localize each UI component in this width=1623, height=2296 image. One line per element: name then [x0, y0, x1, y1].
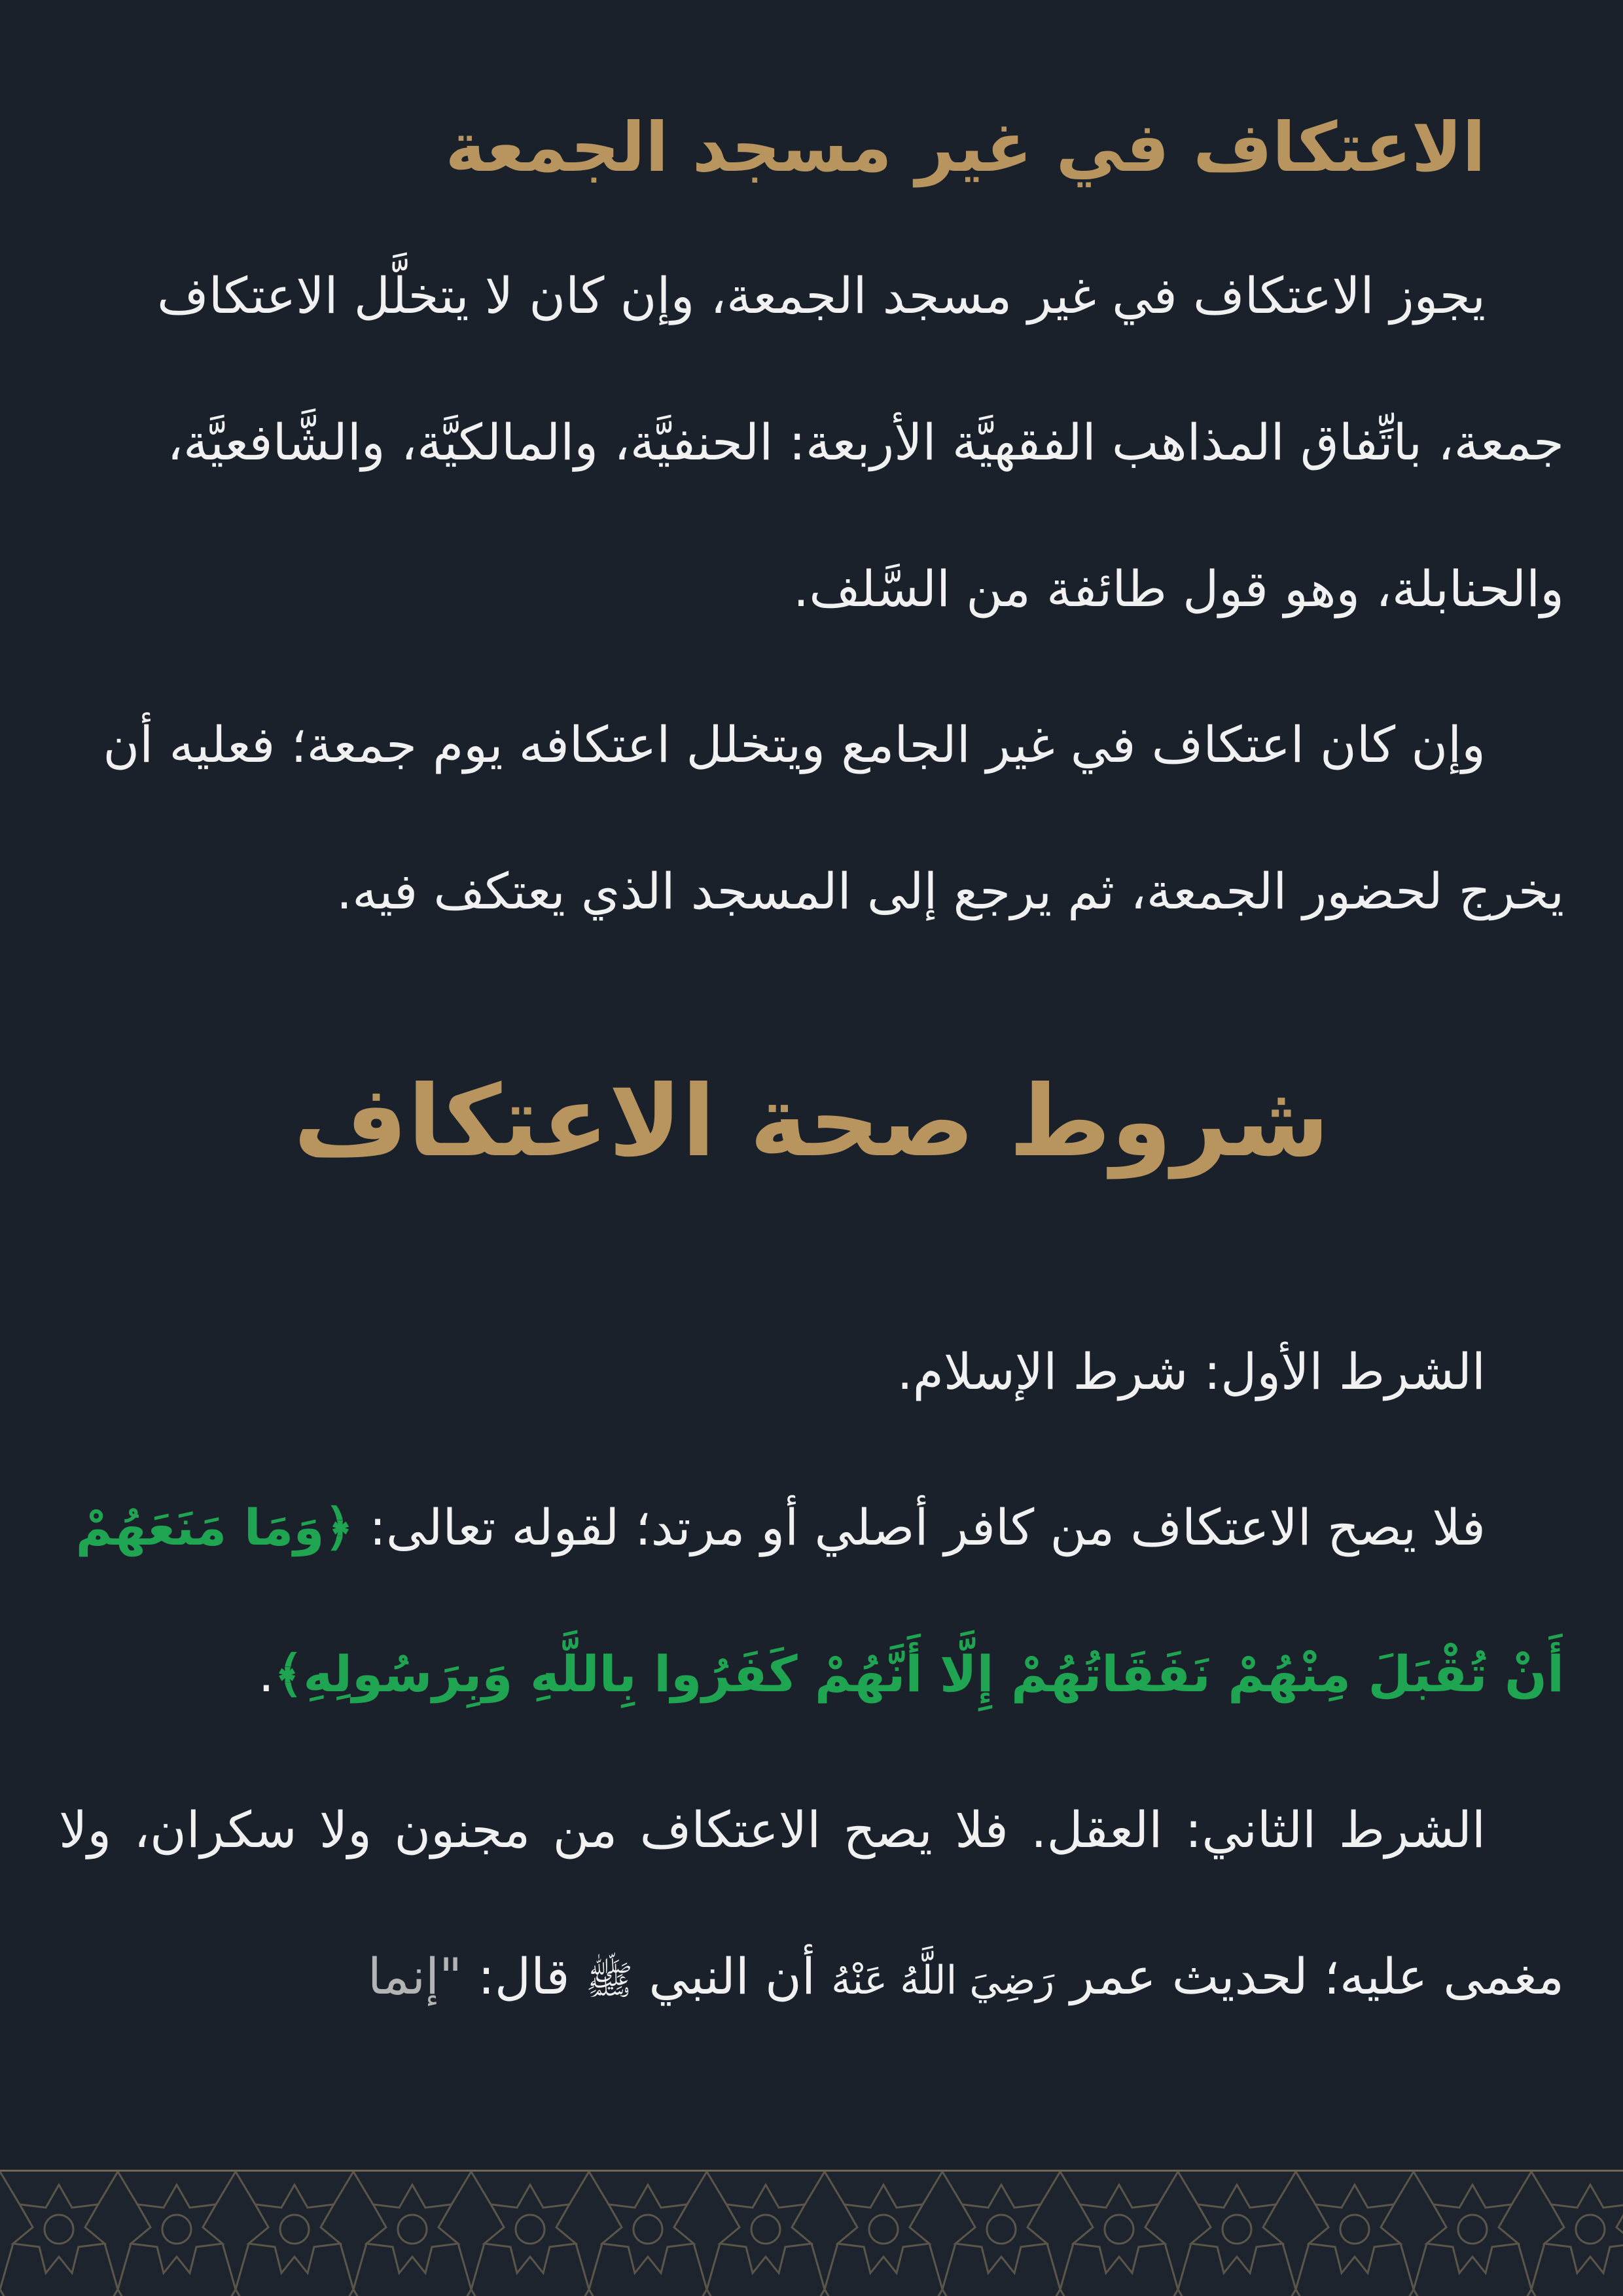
- paragraph-4: [59, 1757, 1564, 2054]
- paragraph-4-mid: أن النبي: [633, 1947, 832, 2005]
- paragraph-1: يجوز الاعتكاف في غير مسجد الجمعة، وإن كان لا يتخلَّل الاعتكاف جمعة، باتِّفاق المذاهب الفقهيَّة الأربعة: الحنفيَّة، والمالكيَّة، والشَّافعيَّة، والحنابلة، وهو قول طائفة من السَّلف.: [157, 266, 1564, 618]
- quran-verse-text: وَمَا مَنَعَهُمْ أَنْ تُقْبَلَ مِنْهُمْ نَفَقَاتُهُمْ إِلَّا أَنَّهُمْ كَفَرُوا بِاللَّهِ وَبِرَسُولِهِ: [75, 1498, 1564, 1703]
- radhi-allah-anhu-glyph: رَضِيَ اللَّهُ عَنْهُ: [831, 1958, 1055, 2003]
- paragraph-4-after: قال:: [462, 1947, 586, 2005]
- condition-1: الشرط الأول: شرط الإسلام.: [897, 1342, 1486, 1401]
- paragraph-3: [59, 1454, 1564, 1748]
- section-title-conditions: شروط صحة الاعتكاف: [293, 1065, 1330, 1179]
- salla-allah-glyph: ﷺ: [585, 1958, 633, 2003]
- paragraph-3-end: .: [258, 1645, 274, 1703]
- page-content: [59, 98, 1564, 2054]
- heading-itikaf-outside-jumuah-mosque: الاعتكاف في غير مسجد الجمعة: [445, 107, 1486, 187]
- paragraph-4-main: الشرط الثاني: العقل. فلا يصح الاعتكاف من مجنون ولا سكران، ولا مغمى عليه؛ لحديث عمر: [59, 1801, 1564, 2005]
- paragraph-2: وإن كان اعتكاف في غير الجامع ويتخلل اعتكافه يوم جمعة؛ فعليه أن يخرج لحضور الجمعة، ثم يرجع إلى المسجد الذي يعتكف فيه.: [103, 715, 1564, 920]
- paragraph-4-faded: "إنما: [367, 1947, 463, 2005]
- quran-open-bracket: ﴿: [324, 1498, 354, 1556]
- footer-decorative-band: [0, 2170, 1623, 2296]
- geometric-star-pattern-icon: [0, 2172, 1623, 2296]
- quran-close-bracket: ﴾: [274, 1645, 304, 1703]
- paragraph-3-intro: فلا يصح الاعتكاف من كافر أصلي أو مرتد؛ لقوله تعالى:: [353, 1498, 1486, 1556]
